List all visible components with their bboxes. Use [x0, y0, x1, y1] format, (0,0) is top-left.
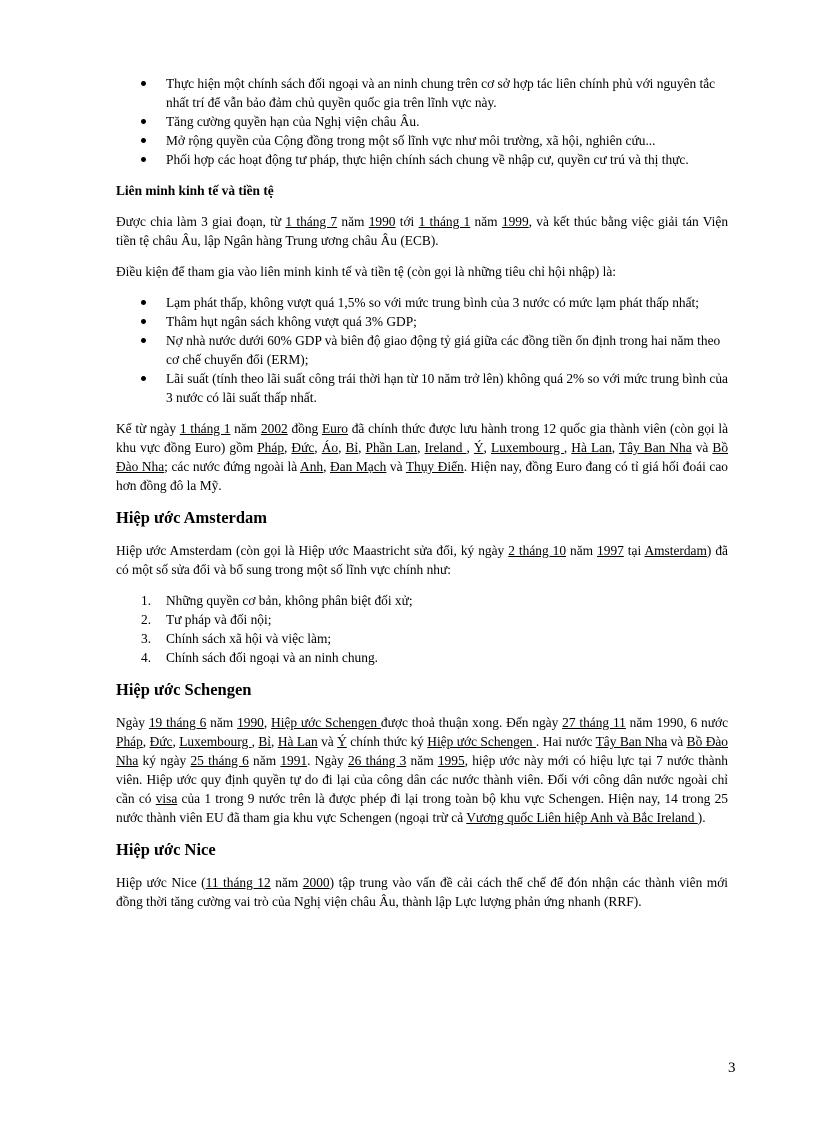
list-item: Lạm phát thấp, không vượt quá 1,5% so với mức trung bình của 3 nước có mức lạm phát thấp nhất; — [116, 293, 728, 312]
link[interactable]: Bồ Đào Nha — [116, 734, 728, 768]
link[interactable]: Đức — [149, 734, 173, 749]
link[interactable]: Vương quốc Liên hiệp Anh và Bắc Ireland — [466, 810, 698, 825]
link[interactable]: visa — [155, 791, 178, 806]
link[interactable]: 2000 — [302, 875, 330, 890]
list-item: Mở rộng quyền của Cộng đồng trong một số lĩnh vực như môi trường, xã hội, nghiên cứu... — [116, 131, 728, 150]
euro-paragraph: Kể từ ngày 1 tháng 1 năm 2002 đồng Euro đã chính thức được lưu hành trong 12 quốc gia thành viên (còn gọi là khu vực đồng Euro) gồm Pháp, Đức, Áo, Bỉ, Phần Lan, Ireland , Ý, Luxembourg , Hà Lan, Tây Ban Nha và Bồ Đào Nha; các nước đứng ngoài là Anh, Đan Mạch và Thụy Điển. Hiện nay, đồng Euro đang có tỉ giá hối đoái cao hơn đồng đô la Mỹ. — [116, 421, 729, 493]
list-item: Thực hiện một chính sách đối ngoại và an ninh chung trên cơ sở hợp tác liên chính phủ với nguyên tắc nhất trí để vẫn bảo đảm chủ quyền quốc gia trên lĩnh vực này. — [116, 74, 728, 112]
list-item: 4. Chính sách đối ngoại và an ninh chung. — [141, 650, 378, 665]
link[interactable]: 27 tháng 11 — [562, 715, 626, 730]
link[interactable]: Tây Ban Nha — [618, 440, 692, 455]
link[interactable]: 1990 — [237, 715, 264, 730]
link[interactable]: Đan Mạch — [330, 459, 387, 474]
link[interactable]: Thụy Điển — [405, 459, 464, 474]
link[interactable]: Hiệp ước Schengen — [427, 734, 536, 749]
link[interactable]: Pháp — [116, 734, 143, 749]
link[interactable]: Bỉ — [345, 440, 359, 455]
amsterdam-paragraph: Hiệp ước Amsterdam (còn gọi là Hiệp ước Maastricht sửa đổi, ký ngày 2 tháng 10 năm 1997 tại Amsterdam) đã có một số sửa đổi và bổ sung trong một số lĩnh vực chính như: — [116, 543, 729, 577]
link[interactable]: Bỉ — [258, 734, 272, 749]
nice-paragraph: Hiệp ước Nice (11 tháng 12 năm 2000) tập trung vào vấn đề cải cách thể chế để đón nhận các thành viên mới đồng thời tăng cường vai trò của Nghị viện châu Âu, thành lập Lực lượng phản ứng nhanh (RRF). — [116, 875, 729, 909]
link[interactable]: 26 tháng 3 — [347, 753, 407, 768]
link[interactable]: 1 tháng 1 — [179, 421, 231, 436]
link[interactable]: Đức — [291, 440, 315, 455]
list-item: 1. Những quyền cơ bản, không phân biệt đối xử; — [141, 593, 413, 608]
amsterdam-heading: Hiệp ước Amsterdam — [116, 508, 268, 527]
link[interactable]: Ireland — [424, 440, 467, 455]
link[interactable]: 19 tháng 6 — [148, 715, 207, 730]
link[interactable]: Hà Lan — [571, 440, 612, 455]
link[interactable]: Pháp — [257, 440, 285, 455]
link[interactable]: Amsterdam — [644, 543, 707, 558]
list-item: Lãi suất (tính theo lãi suất công trái thời hạn từ 10 năm trở lên) không quá 2% so với mức trung bình của 3 nước có lãi suất thấp nhất. — [116, 369, 728, 407]
emu-criteria-list — [116, 293, 728, 407]
treaty-goals-list — [116, 74, 728, 169]
emu-heading: Liên minh kinh tế và tiền tệ — [116, 183, 274, 198]
link[interactable]: 1997 — [597, 543, 624, 558]
link[interactable]: Hà Lan — [277, 734, 318, 749]
link[interactable]: 1 tháng 1 — [418, 214, 471, 229]
list-item: 3. Chính sách xã hội và việc làm; — [141, 631, 332, 646]
link[interactable]: Luxembourg — [179, 734, 252, 749]
link[interactable]: 2 tháng 10 — [508, 543, 567, 558]
list-item: Phối hợp các hoạt động tư pháp, thực hiện chính sách chung về nhập cư, quyền cư trú và thị thực. — [116, 150, 728, 169]
link[interactable]: 1 tháng 7 — [285, 214, 338, 229]
link[interactable]: Phần Lan — [365, 440, 418, 455]
schengen-paragraph: Ngày 19 tháng 6 năm 1990, Hiệp ước Schengen được thoả thuận xong. Đến ngày 27 tháng 11 năm 1990, 6 nước Pháp, Đức, Luxembourg , Bỉ, Hà Lan và Ý chính thức ký Hiệp ước Schengen . Hai nước Tây Ban Nha và Bồ Đào Nha ký ngày 25 tháng 6 năm 1991. Ngày 26 tháng 3 năm 1995, hiệp ước này mới có hiệu lực tại 7 nước thành viên. Hiệp ước quy định quyền tự do đi lại của công dân các nước thành viên. Đối với công dân nước ngoài chỉ cần có visa của 1 trong 9 nước trên là được phép đi lại trong toàn bộ khu vực Schengen. Hiện nay, 14 trong 25 nước thành viên EU đã tham gia khu vực Schengen (ngoại trừ cả Vương quốc Liên hiệp Anh và Bắc Ireland ). — [116, 715, 729, 825]
link[interactable]: Tây Ban Nha — [595, 734, 668, 749]
list-item: Nợ nhà nước dưới 60% GDP và biên độ giao động tỷ giá giữa các đồng tiền ổn định trong hai năm theo cơ chế chuyển đổi (ERM); — [116, 331, 728, 369]
page-number: 3 — [728, 1060, 736, 1076]
link[interactable]: 1999 — [501, 214, 529, 229]
link[interactable]: Euro — [321, 421, 348, 436]
link[interactable]: 1995 — [437, 753, 465, 768]
link[interactable]: 25 tháng 6 — [190, 753, 249, 768]
link[interactable]: 1991 — [280, 753, 308, 768]
amsterdam-list — [116, 591, 728, 667]
list-item: Tăng cường quyền hạn của Nghị viện châu Âu. — [116, 112, 728, 131]
emu-paragraph-1: Được chia làm 3 giai đoạn, từ 1 tháng 7 năm 1990 tới 1 tháng 1 năm 1999, và kết thúc bằng việc giải tán Viện tiền tệ châu Âu, lập Ngân hàng Trung ương châu Âu (ECB). — [116, 214, 729, 248]
emu-paragraph-2: Điều kiện để tham gia vào liên minh kinh tế và tiền tệ (còn gọi là những tiêu chỉ hội nhập) là: — [116, 264, 616, 279]
link[interactable]: 11 tháng 12 — [205, 875, 271, 890]
document-page — [116, 74, 728, 911]
link[interactable]: 2002 — [260, 421, 288, 436]
link[interactable]: Bồ Đào Nha — [116, 440, 729, 474]
schengen-heading: Hiệp ước Schengen — [116, 680, 252, 699]
link[interactable]: Anh — [300, 459, 324, 474]
link[interactable]: 1990 — [368, 214, 396, 229]
list-item: Thâm hụt ngân sách không vượt quá 3% GDP; — [116, 312, 728, 331]
link[interactable]: Ý — [473, 440, 484, 455]
link[interactable]: Áo — [321, 440, 339, 455]
link[interactable]: Luxembourg — [490, 440, 564, 455]
link[interactable]: Ý — [337, 734, 347, 749]
list-item: 2. Tư pháp và đối nội; — [141, 612, 272, 627]
nice-heading: Hiệp ước Nice — [116, 840, 216, 859]
link[interactable]: Hiệp ước Schengen — [271, 715, 381, 730]
